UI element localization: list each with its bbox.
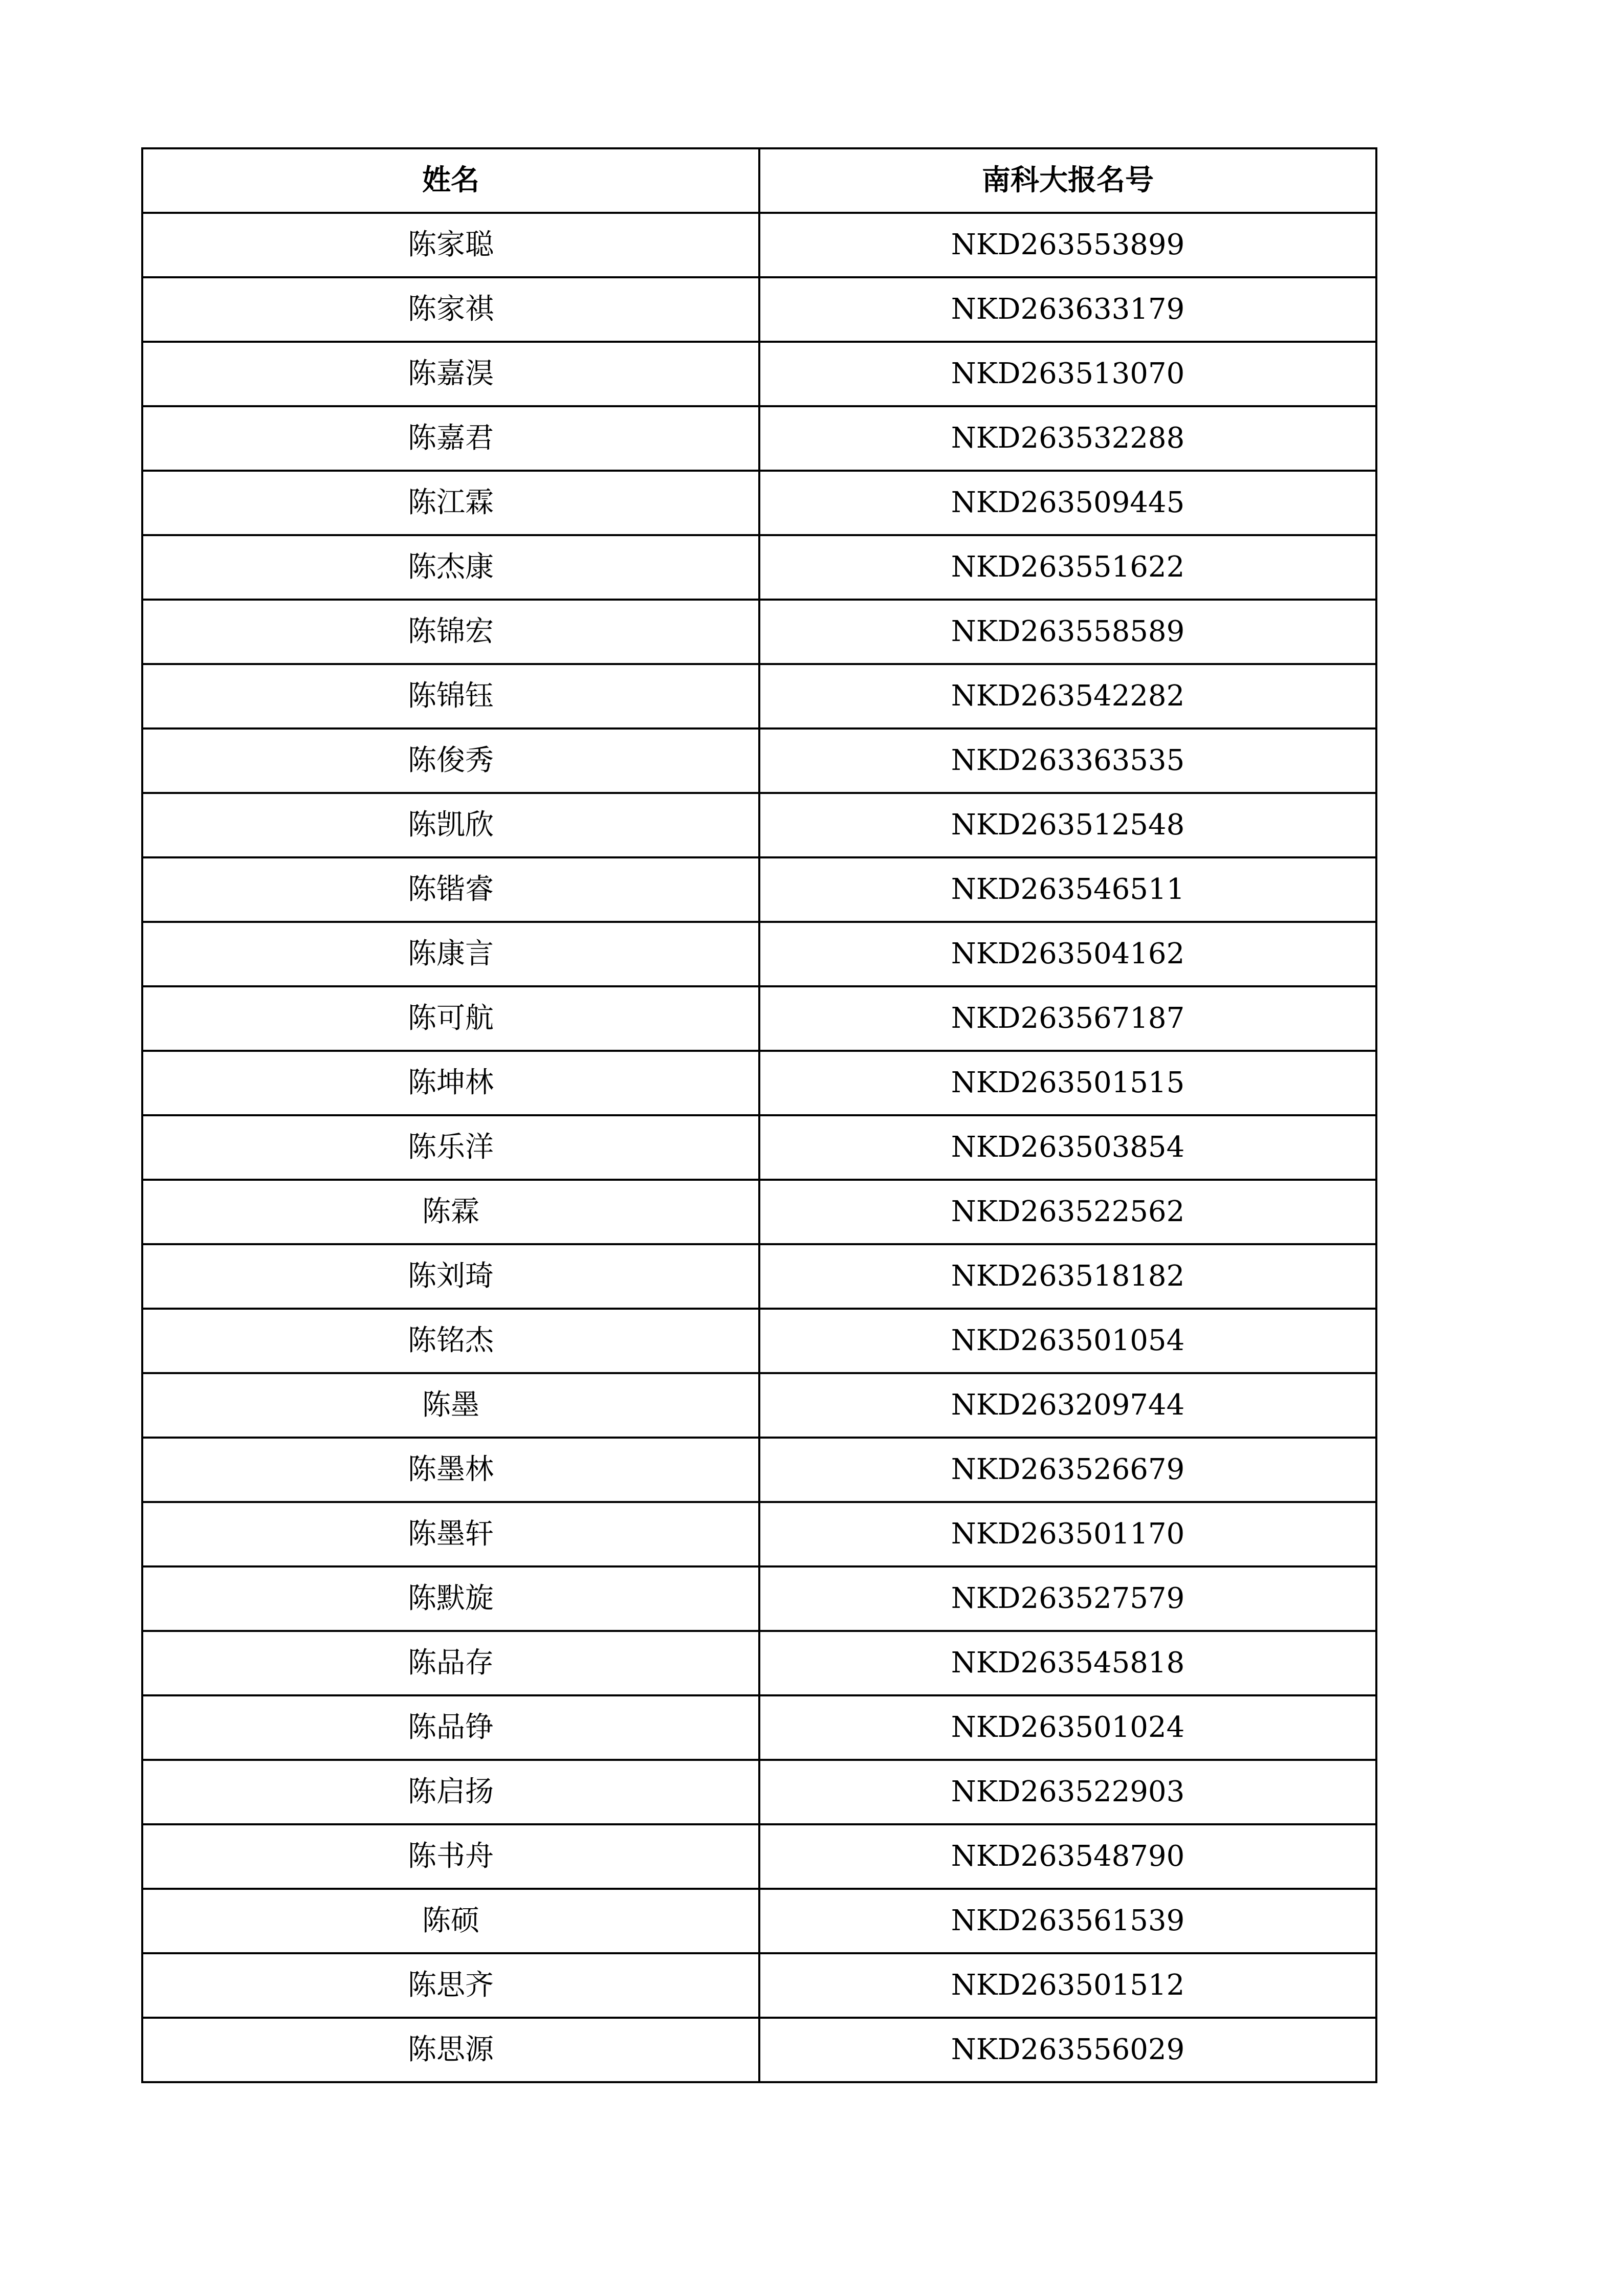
name-cell: 陈凯欣 [142, 793, 759, 857]
reg-no-cell: NKD263633179 [759, 277, 1376, 342]
name-cell: 陈锦宏 [142, 600, 759, 664]
reg-no-cell: NKD263522562 [759, 1180, 1376, 1244]
table-row [142, 1889, 1376, 1953]
name-cell: 陈家聪 [142, 213, 759, 277]
roster-body [142, 213, 1376, 2082]
reg-no-cell: NKD263501054 [759, 1309, 1376, 1373]
table-row [142, 728, 1376, 793]
name-cell: 陈墨 [142, 1373, 759, 1438]
name-cell: 陈坤林 [142, 1051, 759, 1115]
reg-no-cell: NKD263551622 [759, 535, 1376, 600]
name-cell: 陈墨林 [142, 1438, 759, 1502]
table-row [142, 793, 1376, 857]
name-cell: 陈嘉淏 [142, 342, 759, 406]
reg-no-cell: NKD263501170 [759, 1502, 1376, 1566]
table-row [142, 664, 1376, 728]
name-cell: 陈家祺 [142, 277, 759, 342]
table-row [142, 1115, 1376, 1180]
name-cell: 陈杰康 [142, 535, 759, 600]
name-cell: 陈康言 [142, 922, 759, 986]
reg-no-cell: NKD263501515 [759, 1051, 1376, 1115]
reg-no-cell: NKD263542282 [759, 664, 1376, 728]
table-row [142, 1309, 1376, 1373]
table-row [142, 1051, 1376, 1115]
table-row [142, 2018, 1376, 2082]
header-name: 姓名 [142, 148, 759, 213]
name-cell: 陈思齐 [142, 1953, 759, 2018]
table-row [142, 213, 1376, 277]
reg-no-cell: NKD263504162 [759, 922, 1376, 986]
table-row [142, 277, 1376, 342]
name-cell: 陈锦钰 [142, 664, 759, 728]
header-row [142, 148, 1376, 213]
table-row [142, 1438, 1376, 1502]
reg-no-cell: NKD263567187 [759, 986, 1376, 1051]
reg-no-cell: NKD263522903 [759, 1760, 1376, 1824]
roster-table [141, 147, 1377, 2083]
reg-no-cell: NKD263518182 [759, 1244, 1376, 1309]
reg-no-cell: NKD263503854 [759, 1115, 1376, 1180]
reg-no-cell: NKD263553899 [759, 213, 1376, 277]
reg-no-cell: NKD263363535 [759, 728, 1376, 793]
name-cell: 陈锴睿 [142, 857, 759, 922]
reg-no-cell: NKD263556029 [759, 2018, 1376, 2082]
name-cell: 陈启扬 [142, 1760, 759, 1824]
reg-no-cell: NKD263512548 [759, 793, 1376, 857]
reg-no-cell: NKD263513070 [759, 342, 1376, 406]
table-row [142, 1244, 1376, 1309]
name-cell: 陈霖 [142, 1180, 759, 1244]
table-row [142, 1824, 1376, 1889]
table-row [142, 922, 1376, 986]
header-reg-no: 南科大报名号 [759, 148, 1376, 213]
name-cell: 陈铭杰 [142, 1309, 759, 1373]
name-cell: 陈可航 [142, 986, 759, 1051]
name-cell: 陈书舟 [142, 1824, 759, 1889]
table-row [142, 600, 1376, 664]
name-cell: 陈刘琦 [142, 1244, 759, 1309]
table-row [142, 1631, 1376, 1695]
name-cell: 陈乐洋 [142, 1115, 759, 1180]
name-cell: 陈默旋 [142, 1566, 759, 1631]
reg-no-cell: NKD263501512 [759, 1953, 1376, 2018]
name-cell: 陈嘉君 [142, 406, 759, 471]
table-row [142, 1953, 1376, 2018]
table-row [142, 857, 1376, 922]
table-row [142, 1566, 1376, 1631]
table-row [142, 471, 1376, 535]
reg-no-cell: NKD263532288 [759, 406, 1376, 471]
name-cell: 陈硕 [142, 1889, 759, 1953]
reg-no-cell: NKD263545818 [759, 1631, 1376, 1695]
table-row [142, 1502, 1376, 1566]
reg-no-cell: NKD263526679 [759, 1438, 1376, 1502]
reg-no-cell: NKD263546511 [759, 857, 1376, 922]
reg-no-cell: NKD263527579 [759, 1566, 1376, 1631]
table-row [142, 986, 1376, 1051]
reg-no-cell: NKD263548790 [759, 1824, 1376, 1889]
name-cell: 陈俊秀 [142, 728, 759, 793]
table-row [142, 1760, 1376, 1824]
table-row [142, 535, 1376, 600]
table-row [142, 342, 1376, 406]
reg-no-cell: NKD263209744 [759, 1373, 1376, 1438]
name-cell: 陈江霖 [142, 471, 759, 535]
reg-no-cell: NKD263558589 [759, 600, 1376, 664]
reg-no-cell: NKD263501024 [759, 1695, 1376, 1760]
table-row [142, 406, 1376, 471]
name-cell: 陈墨轩 [142, 1502, 759, 1566]
table-row [142, 1695, 1376, 1760]
table-row [142, 1373, 1376, 1438]
name-cell: 陈思源 [142, 2018, 759, 2082]
name-cell: 陈品铮 [142, 1695, 759, 1760]
reg-no-cell: NKD263509445 [759, 471, 1376, 535]
name-cell: 陈品存 [142, 1631, 759, 1695]
reg-no-cell: NKD263561539 [759, 1889, 1376, 1953]
table-row [142, 1180, 1376, 1244]
